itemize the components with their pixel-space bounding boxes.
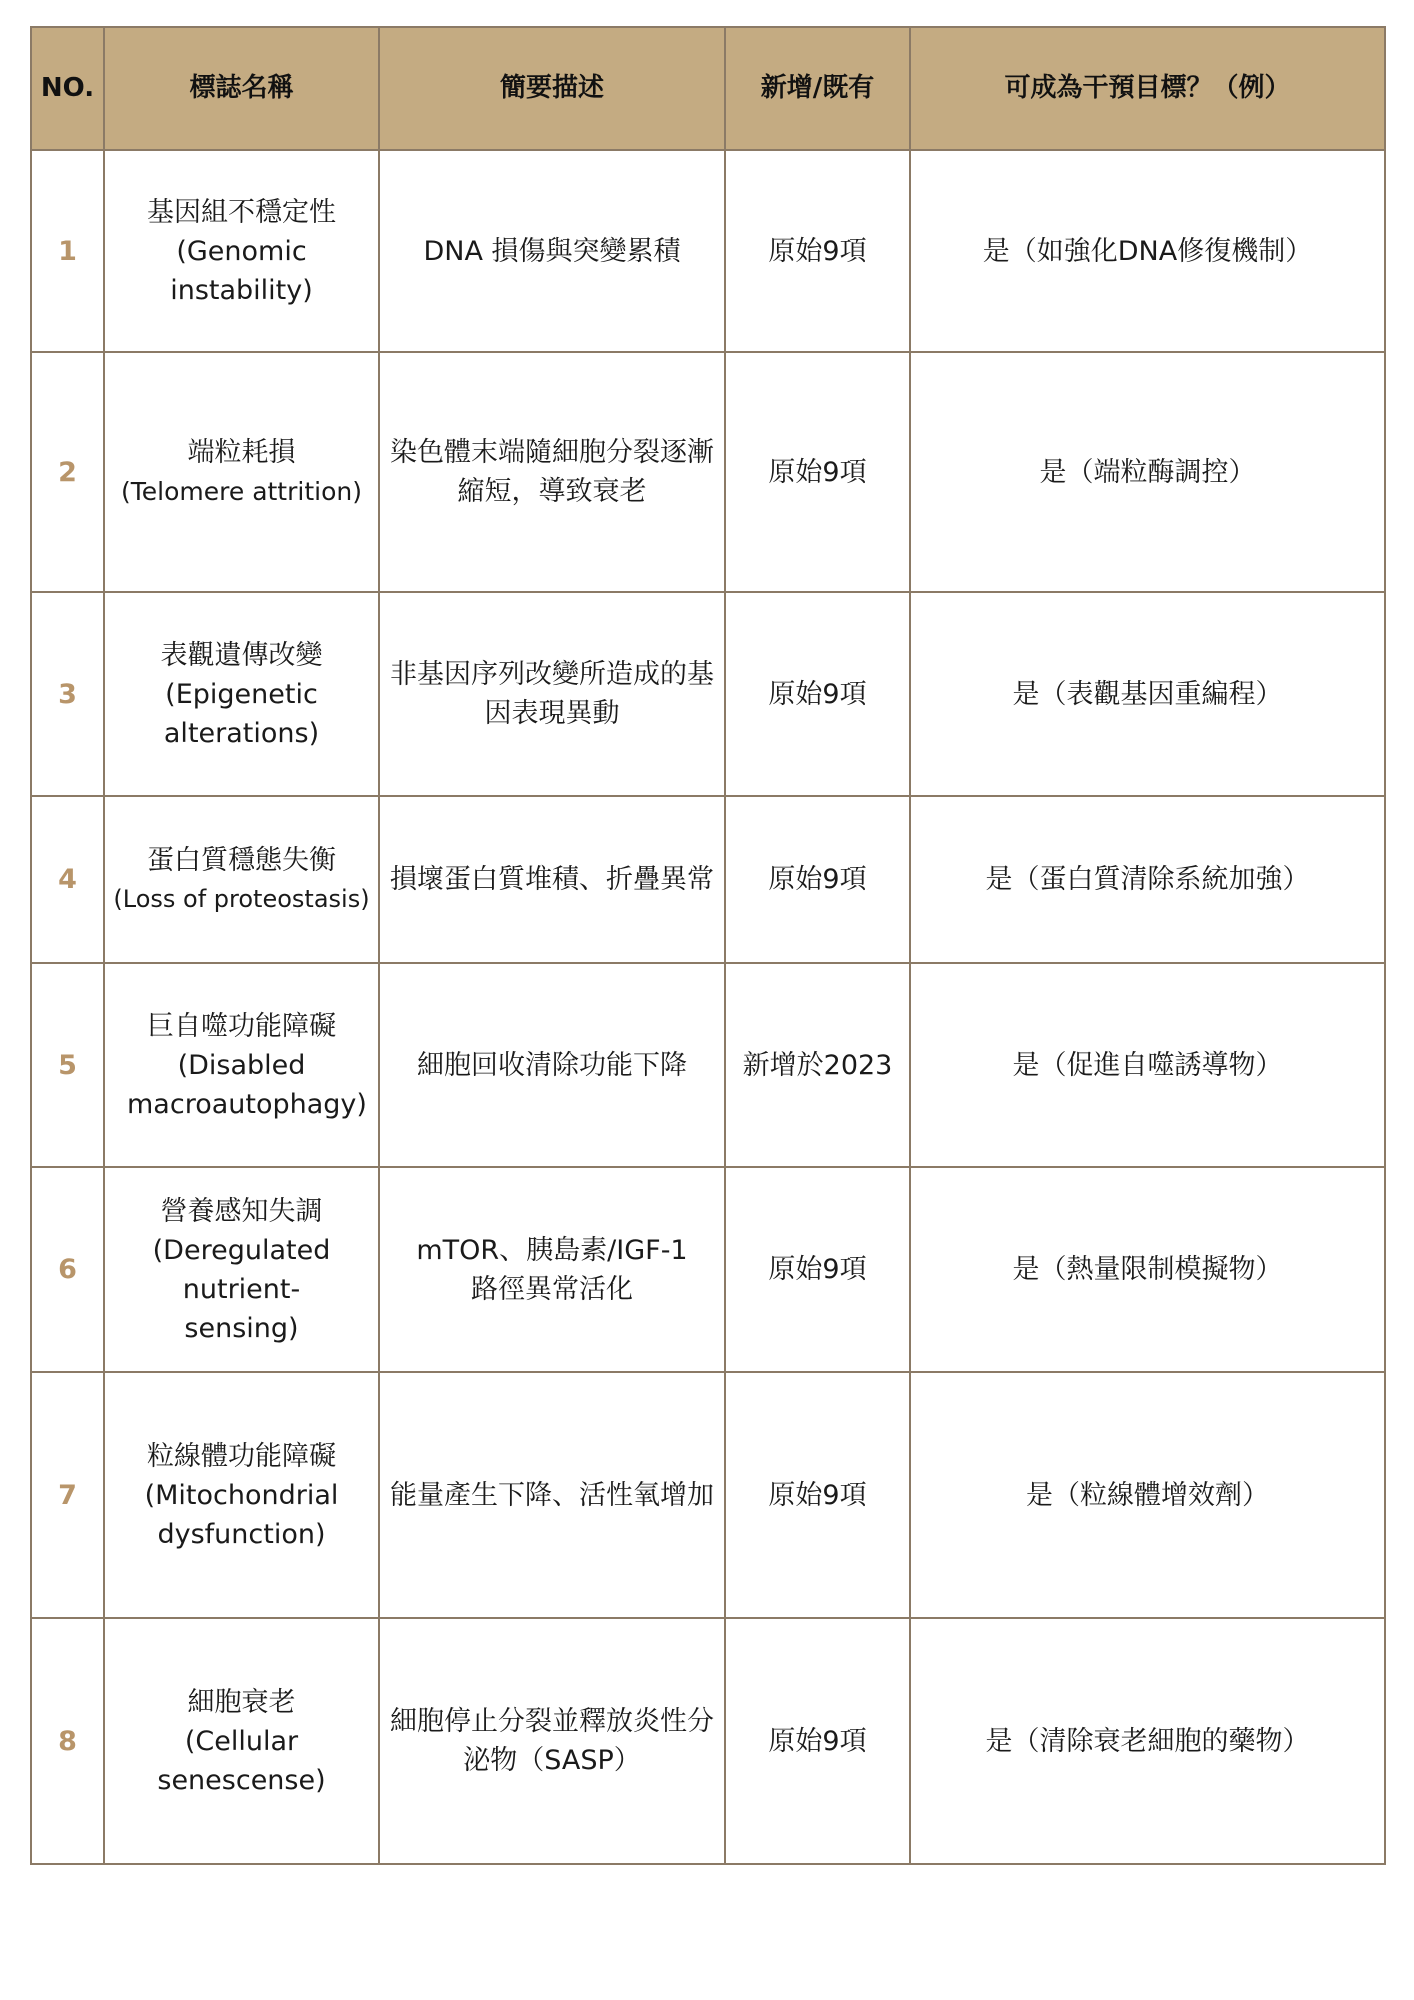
hallmark-name-en: (Loss of proteostasis): [113, 884, 370, 913]
hallmark-description: [379, 1618, 725, 1864]
table-row: [31, 1618, 1385, 1864]
hallmark-name-en: (Epigenetic alterations): [163, 678, 320, 749]
header-row: [31, 27, 1385, 150]
hallmark-name-en: (Cellular senescense): [157, 1725, 326, 1796]
table-body: [31, 150, 1385, 1864]
description-text: 細胞回收清除功能下降: [417, 1049, 687, 1081]
hallmark-name-zh: 巨自噬功能障礙: [147, 1010, 336, 1042]
hallmark-name: [104, 150, 379, 352]
row-number: 3: [31, 592, 104, 796]
table-row: [31, 963, 1385, 1167]
hallmark-name: [104, 963, 379, 1167]
row-number: 2: [31, 352, 104, 592]
hallmark-target: 是（清除衰老細胞的藥物）: [910, 1618, 1385, 1864]
hallmark-status: 原始9項: [725, 352, 910, 592]
description-text: 能量產生下降、活性氧增加: [390, 1479, 714, 1511]
header-status: 新增/既有: [725, 27, 910, 150]
header-no: NO.: [31, 27, 104, 150]
hallmark-status: 原始9項: [725, 592, 910, 796]
description-text: DNA 損傷與突變累積: [423, 235, 681, 267]
hallmark-description: [379, 592, 725, 796]
hallmark-description: [379, 352, 725, 592]
description-text: 細胞停止分裂並釋放炎性分泌物（SASP）: [390, 1706, 714, 1776]
hallmark-status: 原始9項: [725, 1167, 910, 1372]
row-number: 4: [31, 796, 104, 963]
hallmark-name-zh: 蛋白質穩態失衡: [147, 844, 336, 876]
hallmark-status: 新增於2023: [725, 963, 910, 1167]
hallmark-name-zh: 基因組不穩定性: [147, 196, 336, 228]
hallmark-description: [379, 1167, 725, 1372]
hallmark-name-en: (Telomere attrition): [121, 477, 362, 506]
description-text: mTOR、胰島素/IGF-1 路徑異常活化: [416, 1234, 688, 1305]
row-number: 1: [31, 150, 104, 352]
description-text: 染色體末端隨細胞分裂逐漸縮短，導致衰老: [390, 437, 714, 507]
row-number: 6: [31, 1167, 104, 1372]
hallmark-name-en: (Genomic instability): [170, 235, 313, 306]
hallmark-description: [379, 150, 725, 352]
hallmark-target: 是（端粒酶調控）: [910, 352, 1385, 592]
hallmark-description: [379, 796, 725, 963]
header-name: 標誌名稱: [104, 27, 379, 150]
hallmark-target: 是（促進自噬誘導物）: [910, 963, 1385, 1167]
row-number: 7: [31, 1372, 104, 1618]
hallmark-target: 是（表觀基因重編程）: [910, 592, 1385, 796]
hallmark-name: [104, 352, 379, 592]
table-row: [31, 796, 1385, 963]
hallmark-name-en: (Deregulated nutrient-sensing): [152, 1234, 331, 1344]
hallmark-status: 原始9項: [725, 150, 910, 352]
hallmark-description: [379, 963, 725, 1167]
table-row: [31, 150, 1385, 352]
header-description: 簡要描述: [379, 27, 725, 150]
hallmark-target: 是（如強化DNA修復機制）: [910, 150, 1385, 352]
hallmark-status: 原始9項: [725, 1618, 910, 1864]
description-text: 損壞蛋白質堆積、折疊異常: [390, 864, 714, 895]
hallmark-name-en: (Mitochondrial dysfunction): [144, 1479, 339, 1550]
table-row: [31, 592, 1385, 796]
hallmark-name-zh: 表觀遺傳改變: [160, 639, 323, 671]
hallmark-name-en: (Disabled macroautophagy): [127, 1049, 367, 1120]
table-row: [31, 1372, 1385, 1618]
hallmark-name-zh: 細胞衰老: [187, 1686, 296, 1718]
hallmark-status: 原始9項: [725, 1372, 910, 1618]
hallmark-description: [379, 1372, 725, 1618]
hallmark-name-zh: 粒線體功能障礙: [147, 1440, 336, 1472]
table-header: [31, 27, 1385, 150]
header-target: 可成為干預目標？（例）: [910, 27, 1385, 150]
hallmark-target: 是（熱量限制模擬物）: [910, 1167, 1385, 1372]
hallmark-name: [104, 1618, 379, 1864]
row-number: 5: [31, 963, 104, 1167]
hallmarks-table: [30, 26, 1386, 1865]
table-row: [31, 1167, 1385, 1372]
hallmark-name: [104, 1372, 379, 1618]
description-text: 非基因序列改變所造成的基因表現異動: [390, 659, 714, 729]
hallmark-name: [104, 1167, 379, 1372]
hallmark-target: 是（蛋白質清除系統加強）: [910, 796, 1385, 963]
hallmark-name-zh: 端粒耗損: [187, 437, 296, 468]
row-number: 8: [31, 1618, 104, 1864]
table-row: [31, 352, 1385, 592]
hallmark-status: 原始9項: [725, 796, 910, 963]
hallmark-target: 是（粒線體增效劑）: [910, 1372, 1385, 1618]
hallmark-name-zh: 營養感知失調: [160, 1195, 323, 1227]
hallmark-name: [104, 592, 379, 796]
hallmark-name: [104, 796, 379, 963]
